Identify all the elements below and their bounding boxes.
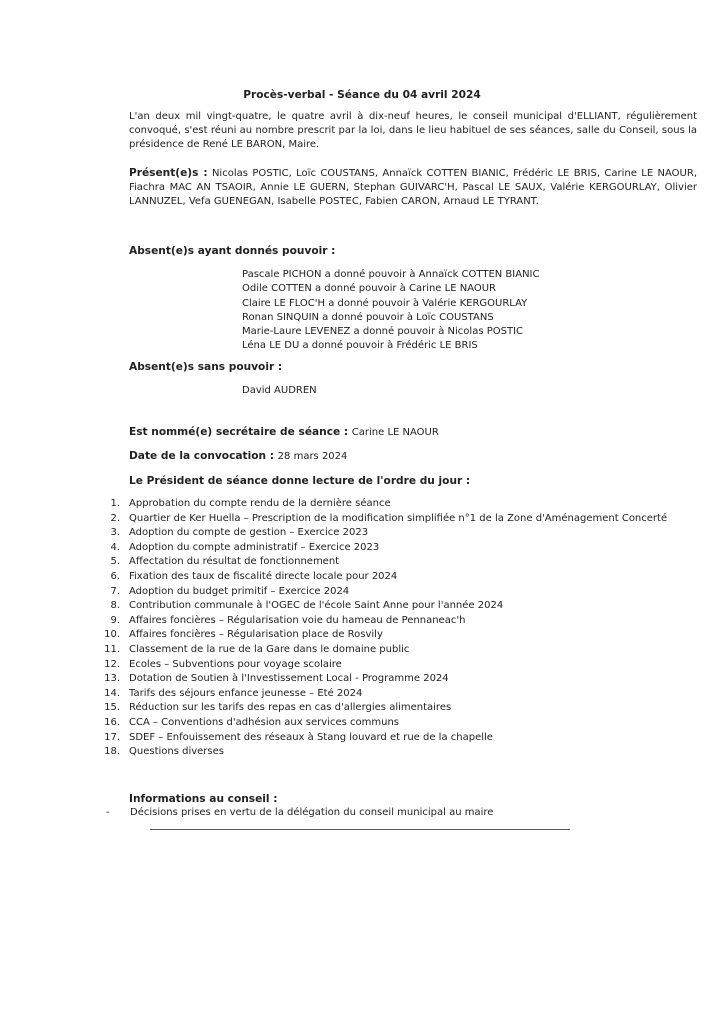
agenda-item: [98, 599, 698, 614]
agenda-item: [98, 643, 698, 658]
agenda-text: Ecoles – Subventions pour voyage scolaire: [129, 658, 342, 670]
secretary-line: [129, 425, 439, 440]
agenda-text: Affectation du résultat de fonctionnement: [129, 556, 340, 568]
agenda-number: 16.: [104, 716, 120, 728]
agenda-list: [98, 497, 698, 760]
agenda-text: Affaires foncières – Régularisation voie du hameau de Pennaneac'h: [129, 614, 466, 626]
absent-without-proxy-names: David AUDREN: [242, 385, 317, 396]
agenda-item: [98, 614, 698, 629]
list-marker: -: [106, 807, 110, 818]
agenda-number: 8.: [110, 600, 120, 612]
agenda-text: Adoption du compte administratif – Exercice 2023: [129, 541, 380, 553]
proxy-item: Odile COTTEN a donné pouvoir à Carine LE NAOUR: [242, 283, 496, 295]
agenda-number: 2.: [110, 512, 120, 524]
agenda-text: Fixation des taux de fiscalité directe locale pour 2024: [129, 570, 398, 582]
agenda-text: Dotation de Soutien à l'Investissement Local - Programme 2024: [129, 673, 449, 685]
intro-paragraph: L'an deux mil vingt-quatre, le quatre avril à dix-neuf heures, le conseil municipal d'ELLIANT, régulièrement convoqué, s'est réuni au nombre prescrit par la loi, dans le lieu habituel de ses séances, salle du Conseil, sous la présidence de René LE BARON, Maire.: [129, 111, 697, 150]
document-title: Procès-verbal - Séance du 04 avril 2024: [243, 89, 481, 101]
agenda-item: [98, 731, 698, 746]
agenda-item: [98, 716, 698, 731]
agenda-number: 7.: [110, 585, 120, 597]
agenda-number: 11.: [104, 643, 120, 655]
bottom-divider: [150, 829, 570, 830]
proxy-item: Léna LE DU a donné pouvoir à Frédéric LE BRIS: [242, 340, 478, 352]
agenda-item: [98, 672, 698, 687]
agenda-number: 1.: [110, 498, 120, 509]
absent-with-proxy-heading: Absent(e)s ayant donnés pouvoir :: [129, 245, 336, 257]
information-text: Décisions prises en vertu de la délégation du conseil municipal au maire: [130, 807, 494, 818]
agenda-text: Réduction sur les tarifs des repas en cas d'allergies alimentaires: [129, 702, 452, 714]
agenda-heading: Le Président de séance donne lecture de l'ordre du jour :: [129, 475, 471, 487]
secretary-label: Est nommé(e) secrétaire de séance :: [129, 426, 349, 438]
agenda-text: Adoption du compte de gestion – Exercice 2023: [129, 527, 369, 539]
agenda-item: [98, 658, 698, 673]
agenda-item: [98, 745, 698, 760]
agenda-number: 17.: [104, 731, 120, 743]
agenda-text: Adoption du budget primitif – Exercice 2024: [129, 585, 350, 597]
agenda-text: Quartier de Ker Huella – Prescription de la modification simplifiée n°1 de la Zone d'Aménagement Concerté: [129, 512, 668, 524]
agenda-item: [98, 512, 698, 527]
agenda-item: [98, 526, 698, 541]
present-label: Présent(e)s :: [129, 167, 208, 179]
agenda-text: Questions diverses: [129, 746, 224, 758]
agenda-number: 4.: [110, 541, 120, 553]
agenda-text: SDEF – Enfouissement des réseaux à Stang louvard et rue de la chapelle: [129, 731, 493, 743]
agenda-number: 14.: [104, 687, 120, 699]
agenda-item: [98, 628, 698, 643]
agenda-item: [98, 687, 698, 702]
secretary-value: Carine LE NAOUR: [351, 427, 439, 438]
agenda-item: [98, 570, 698, 585]
present-names: Nicolas POSTIC, Loïc COUSTANS, Annaïck COTTEN BIANIC, Frédéric LE BRIS, Carine LE NAOUR, Fiachra MAC AN TSAOIR, Annie LE GUERN, Stephan GUIVARC'H, Pascal LE SAUX, Valérie KERGOURLAY, Olivier LANNUZEL, Vefa GUENEGAN, Isabelle POSTEC, Fabien CARON, Arnaud LE TYRANT.: [129, 168, 697, 207]
agenda-number: 3.: [110, 527, 120, 539]
convocation-label: Date de la convocation :: [129, 450, 274, 462]
present-paragraph: [129, 166, 697, 209]
agenda-item: [98, 541, 698, 556]
agenda-number: 13.: [104, 673, 120, 685]
absent-without-proxy-heading: Absent(e)s sans pouvoir :: [129, 361, 283, 373]
information-item: [106, 807, 493, 818]
proxy-item: Marie-Laure LEVENEZ a donné pouvoir à Nicolas POSTIC: [242, 326, 523, 338]
agenda-text: CCA – Conventions d'adhésion aux services communs: [129, 716, 399, 728]
convocation-value: 28 mars 2024: [277, 451, 348, 462]
information-heading: Informations au conseil :: [129, 793, 278, 805]
agenda-text: Contribution communale à l'OGEC de l'école Saint Anne pour l'année 2024: [129, 600, 504, 612]
agenda-number: 6.: [110, 570, 120, 582]
agenda-text: Classement de la rue de la Gare dans le domaine public: [129, 643, 410, 655]
agenda-text: Tarifs des séjours enfance jeunesse – Eté 2024: [129, 687, 363, 699]
information-list: [106, 807, 493, 818]
agenda-number: 12.: [104, 658, 120, 670]
agenda-number: 15.: [104, 702, 120, 714]
agenda-item: [98, 585, 698, 600]
agenda-number: 9.: [110, 614, 120, 626]
proxy-list: [242, 268, 540, 354]
agenda-text: Approbation du compte rendu de la dernière séance: [129, 498, 391, 509]
agenda-item: [98, 497, 698, 512]
proxy-item: Ronan SINQUIN a donné pouvoir à Loïc COUSTANS: [242, 311, 494, 323]
agenda-text: Affaires foncières – Régularisation place de Rosvily: [129, 629, 383, 641]
proxy-item: Pascale PICHON a donné pouvoir à Annaïck COTTEN BIANIC: [242, 269, 540, 280]
agenda-number: 5.: [110, 556, 120, 568]
agenda-number: 18.: [104, 746, 120, 758]
convocation-line: [129, 449, 347, 464]
agenda-number: 10.: [104, 629, 120, 641]
agenda-item: [98, 701, 698, 716]
agenda-item: [98, 555, 698, 570]
proxy-item: Claire LE FLOC'H a donné pouvoir à Valérie KERGOURLAY: [242, 297, 528, 309]
